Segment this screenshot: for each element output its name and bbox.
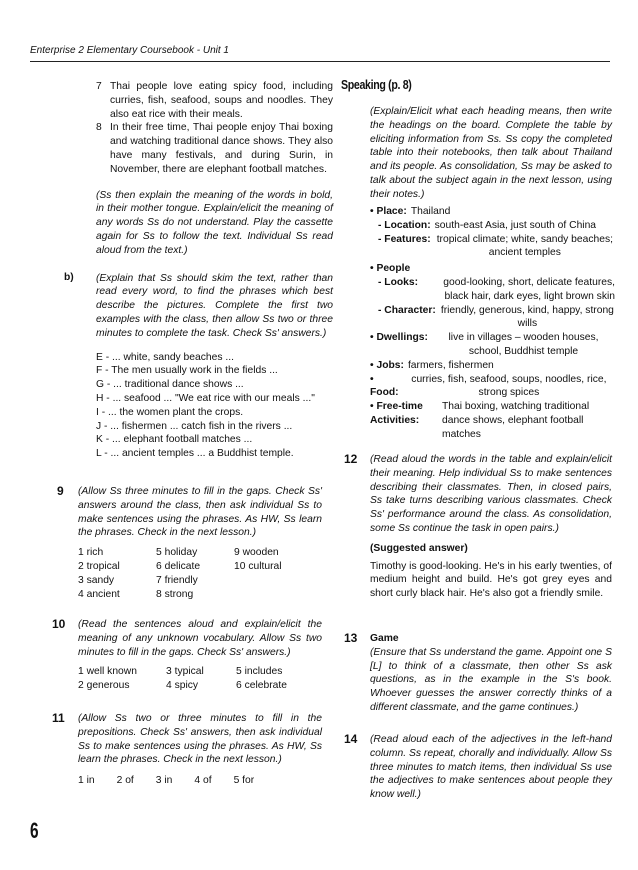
- exercise-14-note: (Read aloud each of the adjectives in the left-hand column. Ss repeat, chorally and individually. Allow Ss three minutes to match items, then individual Ss use the adjectives to make sentences about people they know well.): [370, 734, 612, 801]
- list-item: 8 In their free time, Thai people enjoy Thai boxing and watching traditional dance shows. They also have many festivals, and during Surin, in November, there are elephant football matches.: [96, 122, 333, 175]
- list-item: L - ... ancient temples ... a Buddhist temple.: [96, 448, 294, 460]
- speaking-section: [370, 105, 612, 202]
- exercise-13-number: 13: [344, 631, 358, 645]
- exercise-9-number: 9: [57, 484, 64, 498]
- page-number: 6: [30, 818, 39, 843]
- list-item: H - ... seafood ... "We eat rice with our meals ...": [96, 392, 315, 404]
- part-b: [48, 272, 333, 461]
- list-item: F - The men usually work in the fields ...: [96, 365, 278, 377]
- items-7-8: [96, 80, 333, 177]
- exercise-14-number: 14: [344, 732, 358, 746]
- exercise-12-number: 12: [344, 452, 358, 466]
- exercise-11-number: 11: [52, 711, 65, 725]
- exercise-12-note: (Read aloud the words in the table and explain/elicit their meaning. Help individual Ss to make sentences describing their classmates. Then, in closed pairs, Ss take turns describing various classmates. Check Ss' performance around the class. As consolidation, some Ss continue the task in open pairs.): [370, 454, 612, 534]
- suggested-answer: Timothy is good-looking. He's in his early twenties, of medium height and build. He's got grey eyes and short curly black hair. He's also got a friendly smile.: [370, 560, 612, 600]
- exercise-11: [78, 712, 322, 788]
- speaking-title: Speaking (p. 8): [341, 78, 412, 92]
- features-row: - Features: tropical climate; white, sandy beaches; ancient temples: [378, 233, 613, 259]
- speaking-note: (Explain/Elicit what each heading means, then write the headings on the board. Complete the table by eliciting information from Ss. Ss copy the completed table into their notebooks, then talk about Thailand and its people. As consolidation, Ss may be asked to talk about the subject again in the next lesson, using their notes.): [370, 106, 612, 200]
- exercise-14: [370, 733, 612, 802]
- exercise-9: [78, 485, 322, 601]
- list-item: K - ... elephant football matches ...: [96, 434, 253, 446]
- running-header: Enterprise 2 Elementary Coursebook - Unit 1: [30, 45, 229, 56]
- place-row: • Place: Thailand: [370, 206, 451, 217]
- freetime-row: • Free-time Activities: Thai boxing, watching traditional dance shows, elephant football matches: [370, 401, 590, 440]
- note-b: (Explain that Ss should skim the text, rather than read every word, to find the phrases which best describe the pictures. Complete the first two examples with the class, then allow Ss two or three minutes to complete the task. Check Ss' answers.): [96, 272, 333, 339]
- thailand-table: [370, 205, 615, 442]
- people-row: • People: [370, 263, 411, 275]
- location-row: - Location: south-east Asia, just south of China: [378, 219, 597, 231]
- food-row: • Food: curries, fish, seafood, soups, noodles, rice, strong spices: [370, 373, 607, 399]
- exercise-13-title: Game: [370, 633, 399, 644]
- exercise-12: [370, 453, 612, 601]
- speaking-heading: [341, 78, 424, 92]
- part-b-label: b): [64, 271, 74, 283]
- exercise-13-note: (Ensure that Ss understand the game. Appoint one S [L] to think of a classmate, then other Ss ask questions, as in the example in the S's book. Whoever guesses the answer correctly thinks of a different classmate, and the game continues.): [370, 646, 612, 713]
- exercise-10: [78, 618, 322, 693]
- list-item: G - ... traditional dance shows ...: [96, 379, 244, 391]
- exercise-10-number: 10: [52, 617, 66, 631]
- note-a: (Ss then explain the meaning of the words in bold, in their mother tongue. Explain/elicit the meaning of any words Ss do not understand. Play the cassette again for Ss to follow the text. Individual Ss read aloud from the text.): [96, 189, 333, 256]
- exercise-11-note: (Allow Ss two or three minutes to fill in the prepositions. Check Ss' answers, then ask individual Ss to make sentences using the phrases. As HW, Ss learn the phrases. Check in the next lesson.): [78, 713, 322, 766]
- b-answers: [96, 351, 333, 461]
- character-row: - Character: friendly, generous, kind, happy, strong wills: [378, 304, 614, 330]
- suggested-answer-label: (Suggested answer): [370, 542, 468, 554]
- exercise-11-answers: 1 in 2 of 3 in 4 of 5 for: [78, 775, 255, 787]
- list-item: 7 Thai people love eating spicy food, including curries, fish, seafood, soups and noodles. They also eat rice with their meals.: [96, 81, 333, 120]
- list-item: E - ... white, sandy beaches ...: [96, 351, 234, 363]
- exercise-9-answers: 1 rich 5 holiday 9 wooden 2 tropical 6 delicate 10 cultural 3 sandy 7 friendly 4 ancient 8 strong: [78, 547, 282, 600]
- looks-row: - Looks: good-looking, short, delicate features, black hair, dark eyes, light brown skin: [378, 276, 615, 302]
- left-column: [48, 80, 333, 461]
- exercise-10-answers: 1 well known 3 typical 5 includes 2 generous 4 spicy 6 celebrate: [78, 666, 287, 692]
- exercise-13: [370, 632, 612, 715]
- header-rule: [30, 61, 610, 62]
- list-item: J - ... fishermen ... catch fish in the rivers ...: [96, 420, 293, 432]
- list-item: I - ... the women plant the crops.: [96, 406, 244, 418]
- jobs-row: • Jobs: farmers, fishermen: [370, 359, 494, 371]
- exercise-10-note: (Read the sentences aloud and explain/elicit the meaning of any unknown vocabulary. Allow Ss two minutes to fill in the gaps. Check Ss' answers.): [78, 619, 322, 658]
- exercise-9-note: (Allow Ss three minutes to fill in the gaps. Check Ss' answers around the class, then ask individual Ss to make sentences using the phrases. As HW, Ss learn the phrases. Check in the next lesson.): [78, 486, 322, 539]
- dwellings-row: • Dwellings: live in villages – wooden houses, school, Buddhist temple: [370, 332, 599, 357]
